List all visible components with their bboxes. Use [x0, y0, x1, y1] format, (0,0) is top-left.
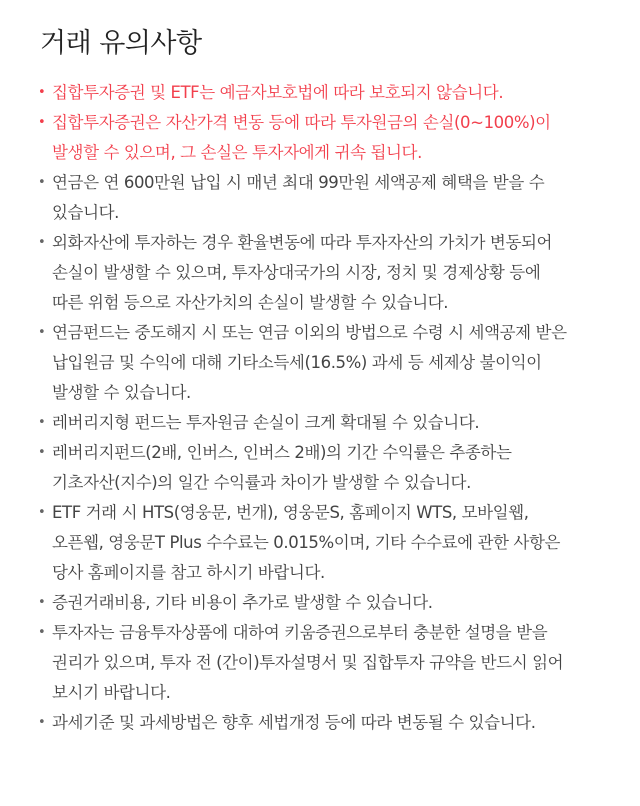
bullet-icon: •	[38, 505, 46, 520]
bullet-icon: •	[38, 85, 46, 100]
notice-text-line: 발생할 수 있습니다.	[52, 383, 191, 402]
notice-text-line: 있습니다.	[52, 203, 120, 222]
notice-list-item	[40, 438, 616, 498]
bullet-icon: •	[38, 625, 46, 640]
bullet-icon: •	[38, 115, 46, 130]
bullet-icon: •	[38, 445, 46, 460]
notice-text-line: 과세기준 및 과세방법은 향후 세법개정 등에 따라 변동될 수 있습니다.	[52, 713, 536, 732]
notice-text-line: 발생할 수 있으며, 그 손실은 투자자에게 귀속 됩니다.	[52, 143, 422, 162]
bullet-icon: •	[38, 415, 46, 430]
bullet-icon: •	[38, 235, 46, 250]
notice-text-line: 연금펀드는 중도해지 시 또는 연금 이외의 방법으로 수령 시 세액공제 받은	[52, 323, 567, 342]
notice-text-line: 레버리지펀드(2배, 인버스, 인버스 2배)의 기간 수익률은 추종하는	[52, 443, 512, 462]
warning-list-item	[40, 108, 616, 168]
notice-text-line: 증권거래비용, 기타 비용이 추가로 발생할 수 있습니다.	[52, 593, 433, 612]
notice-text-line: 납입원금 및 수익에 대해 기타소득세(16.5%) 과세 등 세제상 불이익이	[52, 353, 542, 372]
notice-text-line: 오픈웹, 영웅문T Plus 수수료는 0.015%이며, 기타 수수료에 관한 사항은	[52, 533, 561, 552]
notice-title: 거래 유의사항	[40, 28, 202, 59]
notice-text-line: 외화자산에 투자하는 경우 환율변동에 따라 투자자산의 가치가 변동되어	[52, 233, 553, 252]
notice-text-line: 권리가 있으며, 투자 전 (간이)투자설명서 및 집합투자 규약을 반드시 읽어	[52, 653, 564, 672]
notice-list-item	[40, 498, 616, 588]
notice-text-line: 보시기 바랍니다.	[52, 683, 171, 702]
bullet-icon: •	[38, 715, 46, 730]
notice-list	[40, 78, 616, 738]
notice-text-line: 따른 위험 등으로 자산가치의 손실이 발생할 수 있습니다.	[52, 293, 449, 312]
notice-text-line: ETF 거래 시 HTS(영웅문, 번개), 영웅문S, 홈페이지 WTS, 모바일웹,	[52, 503, 529, 522]
notice-text-line: 레버리지형 펀드는 투자원금 손실이 크게 확대될 수 있습니다.	[52, 413, 480, 432]
notice-text-line: 집합투자증권 및 ETF는 예금자보호법에 따라 보호되지 않습니다.	[52, 83, 504, 102]
notice-list-item	[40, 228, 616, 318]
bullet-icon: •	[38, 595, 46, 610]
bullet-icon: •	[38, 325, 46, 340]
notice-list-item	[40, 588, 616, 618]
notice-list-item	[40, 408, 616, 438]
notice-list-item	[40, 168, 616, 228]
notice-text-line: 집합투자증권은 자산가격 변동 등에 따라 투자원금의 손실(0~100%)이	[52, 113, 551, 132]
notice-text-line: 손실이 발생할 수 있으며, 투자상대국가의 시장, 정치 및 경제상황 등에	[52, 263, 541, 282]
notice-list-item	[40, 708, 616, 738]
notice-text-line: 투자자는 금융투자상품에 대하여 키움증권으로부터 충분한 설명을 받을	[52, 623, 548, 642]
notice-list-item	[40, 318, 616, 408]
warning-list-item	[40, 78, 616, 108]
notice-text-line: 기초자산(지수)의 일간 수익률과 차이가 발생할 수 있습니다.	[52, 473, 471, 492]
notice-text-line: 당사 홈페이지를 참고 하시기 바랍니다.	[52, 563, 325, 582]
notice-list-item	[40, 618, 616, 708]
bullet-icon: •	[38, 175, 46, 190]
notice-text-line: 연금은 연 600만원 납입 시 매년 최대 99만원 세액공제 혜택을 받을 수	[52, 173, 545, 192]
